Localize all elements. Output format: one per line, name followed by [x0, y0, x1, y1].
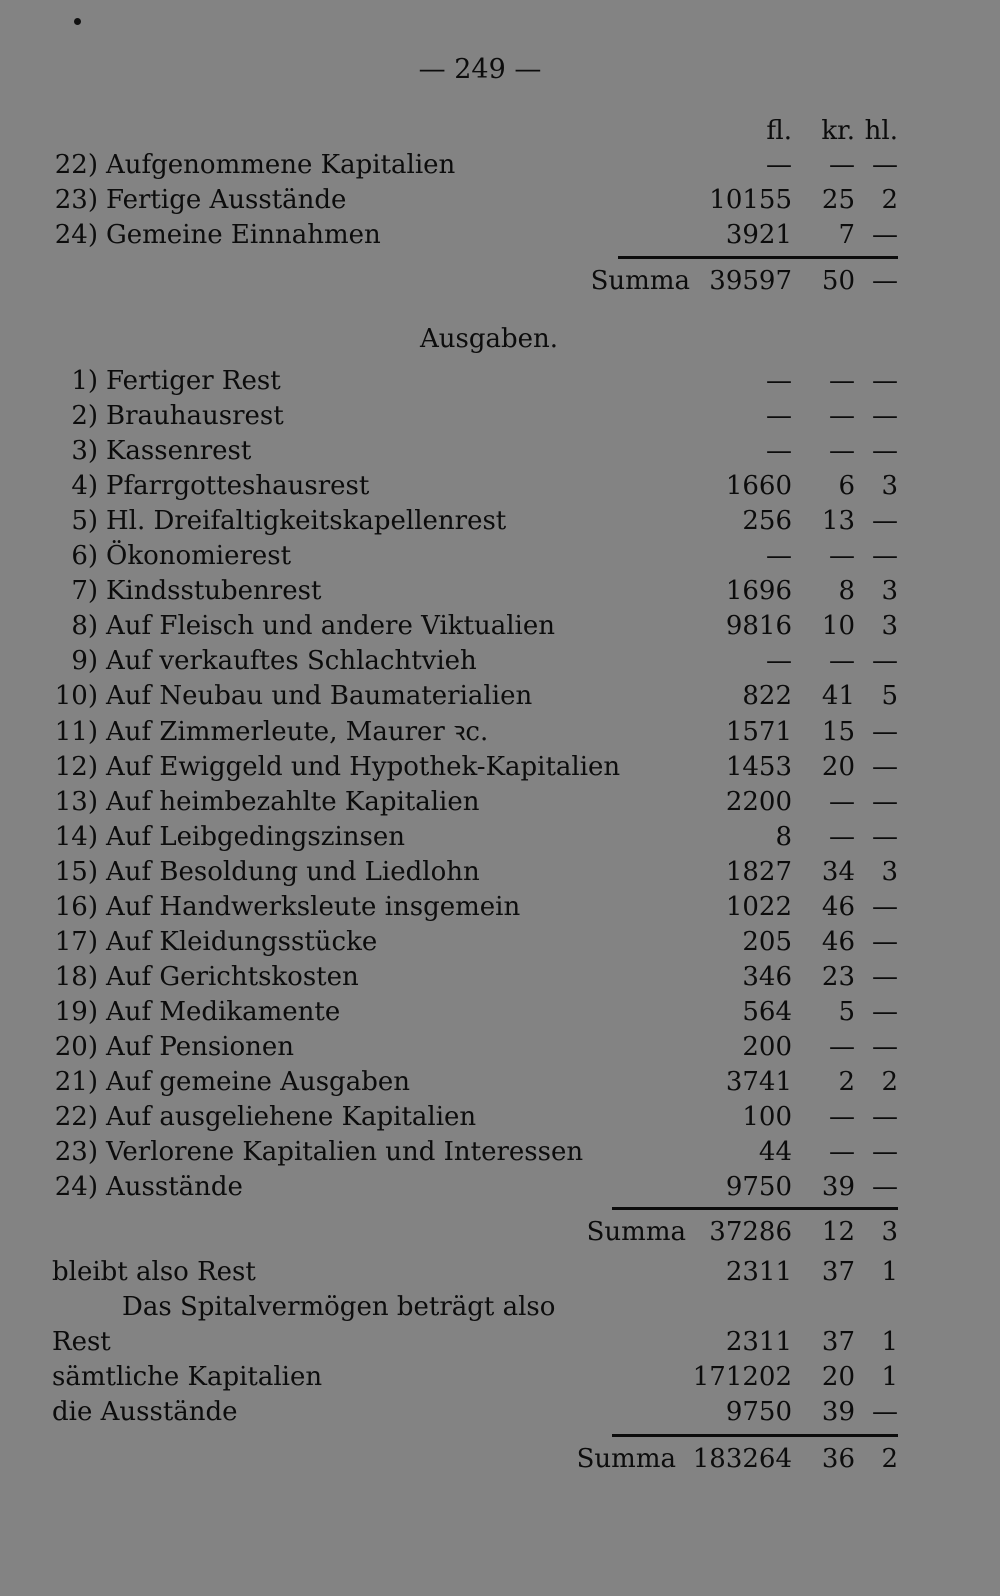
row-hl: —	[872, 541, 898, 572]
ledger-row	[0, 1030, 1000, 1064]
row-hl: 3	[881, 576, 898, 607]
ledger-row	[0, 364, 1000, 398]
row-kr: —	[829, 150, 855, 180]
row-number: 11)	[54, 716, 98, 747]
sum-rule	[612, 1434, 898, 1437]
row-fl: 346	[742, 961, 792, 992]
row-kr: 7	[838, 220, 855, 250]
ledger-row	[0, 890, 1000, 924]
row-kr: 39	[821, 1397, 855, 1427]
row-kr: —	[829, 786, 855, 817]
row-fl: 9750	[725, 1172, 792, 1203]
row-label: Auf Kleidungsstücke	[106, 926, 378, 957]
rest-label: bleibt also Rest	[52, 1257, 256, 1287]
row-kr: 46	[821, 926, 855, 957]
row-fl: 200	[742, 1031, 792, 1062]
row-label: Auf heimbezahlte Kapitalien	[106, 786, 480, 817]
row-fl: 1660	[725, 471, 792, 502]
row-fl: 9750	[725, 1397, 792, 1427]
row-fl: 2311	[725, 1327, 792, 1357]
row-kr: 6	[838, 471, 855, 502]
row-hl: —	[872, 926, 898, 957]
row-number: 23)	[54, 1137, 98, 1168]
ledger-row	[0, 995, 1000, 1029]
row-number: 9)	[71, 646, 98, 677]
row-label: Ausstände	[106, 1172, 243, 1203]
row-fl: —	[766, 150, 792, 180]
row-hl: —	[872, 436, 898, 467]
row-label: Kassenrest	[106, 436, 252, 467]
summe-hl: 2	[881, 1444, 898, 1474]
row-fl: 2200	[725, 786, 792, 817]
row-fl: 256	[742, 506, 792, 537]
row-kr: —	[829, 821, 855, 852]
row-number: 4)	[71, 471, 98, 502]
summe-label: Summa	[576, 1444, 676, 1474]
ledger-row	[0, 644, 1000, 678]
row-hl: 3	[881, 611, 898, 642]
row-kr: 25	[821, 185, 855, 215]
ledger-row	[0, 399, 1000, 433]
row-label: Verlorene Kapitalien und Interessen	[106, 1137, 584, 1168]
row-label: Auf Leibgedingszinsen	[106, 821, 405, 852]
ledger-row	[0, 1360, 1000, 1394]
row-kr: 39	[821, 1172, 855, 1203]
row-kr: —	[829, 1102, 855, 1133]
row-kr: 41	[821, 681, 855, 712]
row-number: 24)	[54, 220, 98, 250]
row-label: Kindsstubenrest	[106, 576, 322, 607]
row-hl: —	[872, 1137, 898, 1168]
summe-hl: 3	[881, 1217, 898, 1247]
section-heading: Ausgaben.	[420, 324, 559, 354]
row-fl: 1453	[725, 751, 792, 782]
ledger-row	[0, 574, 1000, 608]
row-hl: —	[872, 996, 898, 1027]
row-hl: 3	[881, 471, 898, 502]
row-fl: 1696	[725, 576, 792, 607]
row-kr: 20	[821, 751, 855, 782]
row-hl: —	[872, 150, 898, 180]
row-label: Auf verkauftes Schlachtvieh	[106, 646, 477, 677]
row-fl: 1571	[725, 716, 792, 747]
row-label: Auf Fleisch und andere Viktualien	[106, 611, 555, 642]
ledger-row	[0, 539, 1000, 573]
ledger-row	[0, 960, 1000, 994]
row-fl: 1827	[725, 856, 792, 887]
column-header-kr: kr.	[821, 116, 855, 146]
row-label: Brauhausrest	[106, 401, 284, 432]
row-fl: —	[766, 646, 792, 677]
ledger-row	[0, 469, 1000, 503]
ausgaben-heading-row	[0, 322, 1000, 356]
row-label: Fertiger Rest	[106, 366, 281, 396]
row-fl: 44	[758, 1137, 792, 1168]
row-kr: 5	[838, 996, 855, 1027]
row-hl: —	[872, 1172, 898, 1203]
row-kr: —	[829, 646, 855, 677]
page-number: — 249 —	[418, 54, 542, 85]
row-label: Auf gemeine Ausgaben	[106, 1067, 410, 1097]
ausgaben-summe-row	[0, 1215, 1000, 1249]
row-number: 12)	[54, 751, 98, 782]
row-number: 1)	[71, 366, 98, 396]
row-number: 15)	[54, 856, 98, 887]
row-number: 22)	[54, 1102, 98, 1133]
ledger-row	[0, 1100, 1000, 1134]
row-hl: 1	[881, 1327, 898, 1357]
row-number: 17)	[54, 926, 98, 957]
ledger-row	[0, 434, 1000, 468]
row-number: 24)	[54, 1172, 98, 1203]
column-header-row	[0, 114, 1000, 148]
ledger-row	[0, 855, 1000, 889]
row-kr: 23	[821, 961, 855, 992]
ledger-row	[0, 218, 1000, 252]
row-label: Pfarrgotteshausrest	[106, 471, 370, 502]
row-hl: 5	[881, 681, 898, 712]
row-fl: —	[766, 366, 792, 396]
row-hl: —	[872, 401, 898, 432]
row-hl: 1	[881, 1362, 898, 1392]
row-hl: —	[872, 366, 898, 396]
row-fl: 8	[775, 821, 792, 852]
ledger-row	[0, 1170, 1000, 1204]
ink-dot	[74, 18, 81, 25]
row-label: Rest	[52, 1327, 111, 1357]
row-label: Auf Zimmerleute, Maurer ꝛc.	[106, 716, 489, 747]
row-fl: —	[766, 401, 792, 432]
row-hl: 2	[881, 185, 898, 215]
row-label: Fertige Ausstände	[106, 185, 347, 215]
summe-label: Summa	[586, 1217, 686, 1247]
sum-rule	[618, 256, 898, 259]
row-kr: 8	[838, 576, 855, 607]
row-number: 8)	[71, 611, 98, 642]
row-number: 14)	[54, 821, 98, 852]
rest-fl: 2311	[725, 1257, 792, 1287]
row-fl: 564	[742, 996, 792, 1027]
row-kr: 15	[821, 716, 855, 747]
row-label: Auf Pensionen	[106, 1031, 295, 1062]
row-label: Gemeine Einnahmen	[106, 220, 381, 250]
row-kr: 13	[821, 506, 855, 537]
row-fl: 100	[742, 1102, 792, 1133]
row-label: sämtliche Kapitalien	[52, 1362, 323, 1392]
row-fl: 171202	[692, 1362, 792, 1392]
row-number: 13)	[54, 786, 98, 817]
row-number: 16)	[54, 891, 98, 922]
summe-label: Summa	[590, 266, 690, 296]
summe-fl: 39597	[709, 266, 792, 296]
summe-kr: 50	[821, 266, 855, 296]
ledger-row	[0, 820, 1000, 854]
row-number: 19)	[54, 996, 98, 1027]
row-hl: —	[872, 961, 898, 992]
row-fl: 3921	[725, 220, 792, 250]
row-number: 23)	[54, 185, 98, 215]
row-number: 7)	[71, 576, 98, 607]
row-label: die Ausstände	[52, 1397, 238, 1427]
section-heading: Das Spitalvermögen beträgt also	[122, 1292, 556, 1322]
row-hl: —	[872, 646, 898, 677]
row-label: Auf Ewiggeld und Hypothek-Kapitalien	[106, 751, 621, 782]
rest-kr: 37	[821, 1257, 855, 1287]
ledger-row	[0, 148, 1000, 182]
ledger-row	[0, 1065, 1000, 1099]
row-label: Hl. Dreifaltigkeitskapellenrest	[106, 506, 507, 537]
row-label: Auf Handwerksleute insgemein	[106, 891, 521, 922]
row-kr: —	[829, 366, 855, 396]
row-number: 3)	[71, 436, 98, 467]
summe-kr: 12	[821, 1217, 855, 1247]
vermoegen-heading-row	[0, 1290, 1000, 1324]
row-hl: —	[872, 716, 898, 747]
row-kr: —	[829, 401, 855, 432]
vermoegen-summe-row	[0, 1442, 1000, 1476]
row-fl: 822	[742, 681, 792, 712]
row-hl: —	[872, 1397, 898, 1427]
row-fl: —	[766, 541, 792, 572]
row-label: Auf Neubau und Baumaterialien	[106, 681, 533, 712]
row-fl: 10155	[709, 185, 792, 215]
row-kr: 46	[821, 891, 855, 922]
row-fl: —	[766, 436, 792, 467]
row-kr: —	[829, 436, 855, 467]
row-hl: —	[872, 891, 898, 922]
row-hl: 2	[881, 1067, 898, 1097]
row-number: 5)	[71, 506, 98, 537]
summe-hl: —	[872, 266, 898, 296]
row-hl: —	[872, 751, 898, 782]
row-label: Ökonomierest	[106, 541, 292, 572]
row-hl: —	[872, 1102, 898, 1133]
row-number: 22)	[54, 150, 98, 180]
ledger-row	[0, 1325, 1000, 1359]
row-fl: 1022	[725, 891, 792, 922]
column-header-fl: fl.	[766, 116, 792, 146]
row-number: 21)	[54, 1067, 98, 1097]
row-number: 10)	[54, 681, 98, 712]
sum-rule	[612, 1207, 898, 1210]
row-kr: —	[829, 1031, 855, 1062]
row-hl: —	[872, 506, 898, 537]
ledger-row	[0, 715, 1000, 749]
rest-row	[0, 1255, 1000, 1289]
row-label: Auf Medikamente	[106, 996, 341, 1027]
row-number: 18)	[54, 961, 98, 992]
row-kr: 10	[821, 611, 855, 642]
ledger-row	[0, 1135, 1000, 1169]
row-fl: 205	[742, 926, 792, 957]
row-kr: —	[829, 1137, 855, 1168]
row-kr: 34	[821, 856, 855, 887]
ledger-row	[0, 183, 1000, 217]
row-fl: 3741	[725, 1067, 792, 1097]
row-kr: 37	[821, 1327, 855, 1357]
row-label: Auf ausgeliehene Kapitalien	[106, 1102, 477, 1133]
column-header-hl: hl.	[864, 116, 898, 146]
ledger-row	[0, 504, 1000, 538]
row-hl: 3	[881, 856, 898, 887]
row-label: Auf Besoldung und Liedlohn	[106, 856, 480, 887]
row-hl: —	[872, 220, 898, 250]
einnahmen-summe-row	[0, 264, 1000, 298]
row-label: Aufgenommene Kapitalien	[106, 150, 456, 180]
summe-fl: 183264	[692, 1444, 792, 1474]
row-fl: 9816	[725, 611, 792, 642]
summe-fl: 37286	[709, 1217, 792, 1247]
ledger-row	[0, 609, 1000, 643]
ledger-row	[0, 750, 1000, 784]
row-number: 20)	[54, 1031, 98, 1062]
ledger-row	[0, 679, 1000, 713]
row-hl: —	[872, 786, 898, 817]
row-kr: 2	[838, 1067, 855, 1097]
row-number: 6)	[71, 541, 98, 572]
row-hl: —	[872, 821, 898, 852]
row-number: 2)	[71, 401, 98, 432]
rest-hl: 1	[881, 1257, 898, 1287]
row-label: Auf Gerichtskosten	[106, 961, 359, 992]
row-hl: —	[872, 1031, 898, 1062]
summe-kr: 36	[821, 1444, 855, 1474]
ledger-row	[0, 785, 1000, 819]
row-kr: —	[829, 541, 855, 572]
ledger-row	[0, 925, 1000, 959]
row-kr: 20	[821, 1362, 855, 1392]
ledger-row	[0, 1395, 1000, 1429]
